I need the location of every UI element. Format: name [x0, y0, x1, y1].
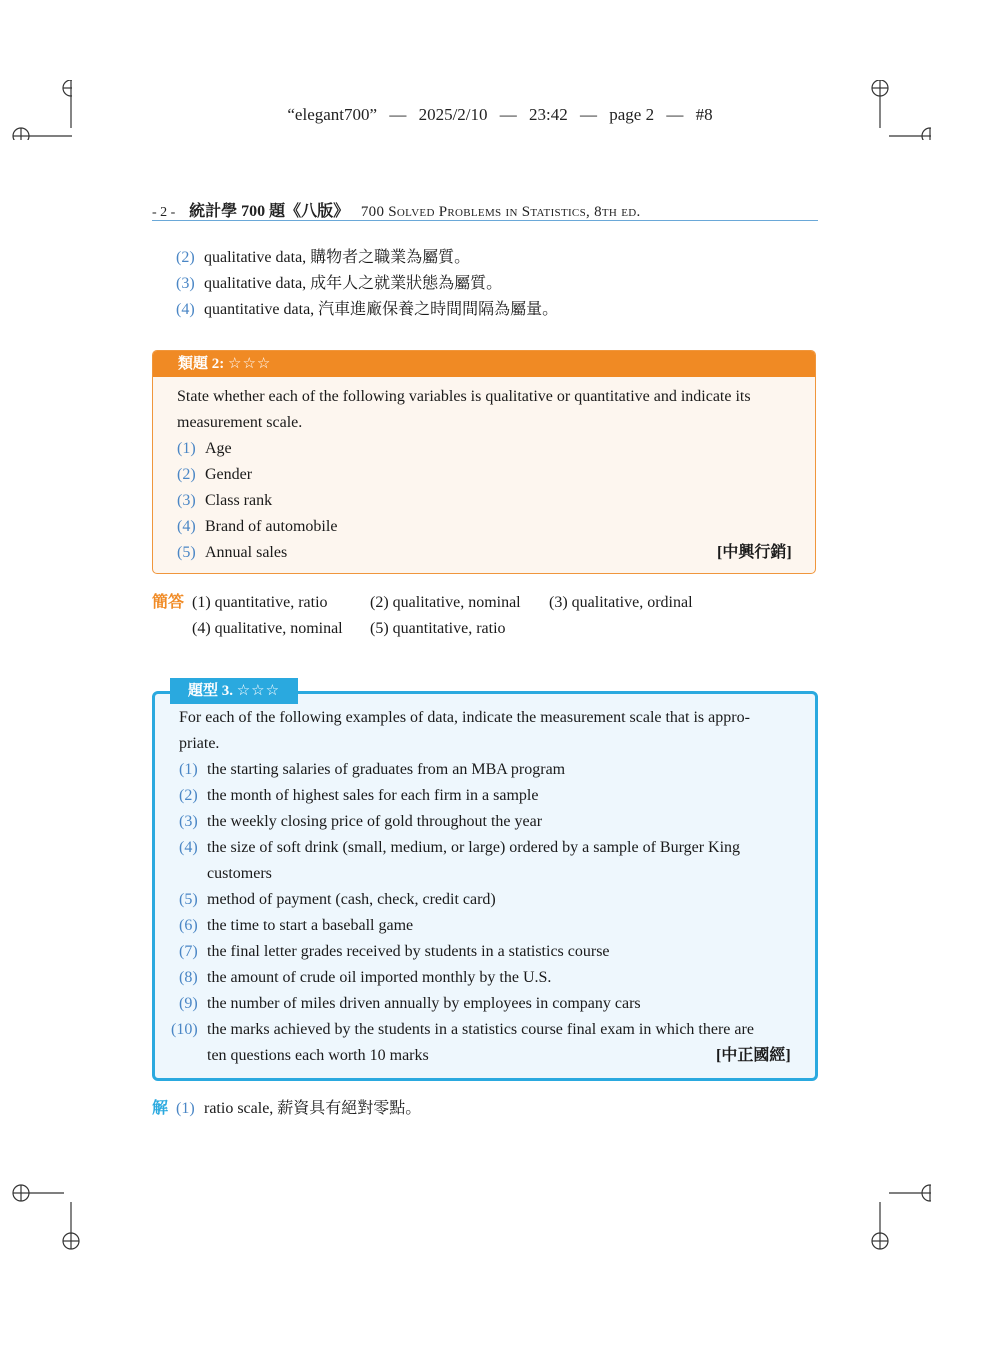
prev-answer-item — [176, 297, 558, 323]
short-answer-entry: (3) qualitative, ordinal — [549, 594, 693, 611]
running-head-title-zh: 統計學 700 題《八版》 — [189, 203, 350, 220]
problem-item — [179, 757, 565, 783]
difficulty-stars-icon: ☆☆☆ — [236, 683, 281, 699]
exercise-item-text: Brand of automobile — [205, 518, 338, 535]
problem-stem-line: For each of the following examples of data, indicate the measurement scale that is appro- — [179, 709, 750, 726]
exercise-header — [153, 351, 815, 377]
prev-answer-text: qualitative data, 購物者之職業為屬質。 — [204, 249, 471, 266]
exercise-item-number: (3) — [177, 492, 196, 509]
print-header-page: page 2 — [609, 105, 655, 124]
short-answer-entry: (4) qualitative, nominal — [192, 620, 343, 637]
exercise-label: 類題 2: — [178, 356, 225, 372]
problem-item — [179, 965, 551, 991]
problem-item-number: (4) — [179, 839, 198, 856]
problem-item-continuation: ten questions each worth 10 marks — [207, 1047, 429, 1064]
problem-item — [179, 809, 542, 835]
prev-answer-number: (3) — [176, 275, 195, 292]
problem-item-number: (8) — [179, 969, 198, 986]
running-head-page-number: - 2 - — [152, 205, 176, 220]
problem-item-text: the amount of crude oil imported monthly by the U.S. — [207, 969, 552, 986]
problem-stem-line: priate. — [179, 735, 220, 752]
problem-item-text: the marks achieved by the students in a statistics course final exam in which there are — [207, 1021, 754, 1038]
prev-answer-number: (2) — [176, 249, 195, 266]
running-head-title-en: 700 Solved Problems in Statistics, 8th ed. — [360, 204, 641, 220]
print-header — [0, 105, 1000, 125]
crop-mark-bottom-left-circle — [62, 1232, 82, 1252]
exercise-item-number: (5) — [177, 544, 196, 561]
short-answer-entry: (1) quantitative, ratio — [192, 594, 328, 611]
print-header-sep: — — [389, 105, 407, 124]
prev-answer-text: quantitative data, 汽車進廠保養之時間間隔為屬量。 — [204, 301, 559, 318]
problem-item-text: the month of highest sales for each firm in a sample — [207, 787, 539, 804]
exercise-item-number: (4) — [177, 518, 196, 535]
short-answer-label: 簡答 — [152, 594, 185, 611]
problem-item-number: (10) — [171, 1021, 198, 1038]
running-head — [152, 198, 818, 221]
problem-item — [179, 991, 641, 1017]
prev-answer-item — [176, 245, 470, 271]
print-header-sep: — — [580, 105, 598, 124]
problem-item-text: the weekly closing price of gold throughout the year — [207, 813, 543, 830]
problem-item — [171, 1017, 754, 1043]
exercise-item — [177, 436, 232, 462]
exercise-item — [177, 514, 337, 540]
print-header-time: 23:42 — [529, 105, 568, 124]
problem-item-continuation: customers — [207, 865, 272, 882]
exercise-source-tag: [中興行銷] — [717, 544, 792, 561]
exercise-item — [177, 540, 287, 566]
prev-answer-text: qualitative data, 成年人之就業狀態為屬質。 — [204, 275, 503, 292]
problem-item-text: the starting salaries of graduates from an MBA program — [207, 761, 566, 778]
solution-item — [176, 1096, 421, 1122]
exercise-item-number: (1) — [177, 440, 196, 457]
exercise-item-text: Gender — [205, 466, 253, 483]
problem-item-text: method of payment (cash, check, credit card) — [207, 891, 496, 908]
exercise-item-number: (2) — [177, 466, 196, 483]
problem-item-number: (1) — [179, 761, 198, 778]
print-header-sep: — — [666, 105, 684, 124]
problem-item-text: the final letter grades received by students in a statistics course — [207, 943, 610, 960]
exercise-item-text: Class rank — [205, 492, 273, 509]
solution-item-text: ratio scale, 薪資具有絕對零點。 — [204, 1100, 422, 1117]
problem-item-number: (2) — [179, 787, 198, 804]
crop-mark-bottom-right-circle — [871, 1232, 891, 1252]
short-answer-entry: (5) quantitative, ratio — [370, 620, 506, 637]
problem-item — [179, 887, 496, 913]
problem-item-number: (6) — [179, 917, 198, 934]
problem-header-tab — [170, 678, 298, 704]
print-header-sheet: #8 — [695, 105, 713, 124]
problem-label: 題型 3. — [187, 683, 233, 699]
exercise-item — [177, 488, 272, 514]
problem-item — [179, 913, 413, 939]
problem-item-number: (7) — [179, 943, 198, 960]
prev-answer-number: (4) — [176, 301, 195, 318]
exercise-item-text: Age — [205, 440, 232, 457]
exercise-stem-line: measurement scale. — [177, 414, 303, 431]
problem-item — [179, 783, 538, 809]
print-header-job: “elegant700” — [287, 105, 378, 124]
problem-item — [179, 939, 610, 965]
prev-answer-item — [176, 271, 502, 297]
print-header-sep: — — [499, 105, 517, 124]
solution-label: 解 — [152, 1100, 169, 1117]
print-header-date: 2025/2/10 — [418, 105, 488, 124]
difficulty-stars-icon: ☆☆☆ — [228, 356, 272, 372]
problem-item-text: the number of miles driven annually by employees in company cars — [207, 995, 641, 1012]
exercise-stem-line: State whether each of the following variables is qualitative or quantitative and indicate its — [177, 388, 751, 405]
exercise-item — [177, 462, 252, 488]
problem-item-number: (5) — [179, 891, 198, 908]
exercise-item-text: Annual sales — [205, 544, 288, 561]
problem-item-number: (9) — [179, 995, 198, 1012]
problem-item-number: (3) — [179, 813, 198, 830]
short-answer-entry: (2) qualitative, nominal — [370, 594, 521, 611]
problem-item — [179, 835, 740, 861]
problem-item-text: the time to start a baseball game — [207, 917, 414, 934]
problem-source-tag: [中正國經] — [716, 1047, 791, 1064]
solution-item-number: (1) — [176, 1100, 195, 1117]
problem-item-text: the size of soft drink (small, medium, or large) ordered by a sample of Burger King — [207, 839, 741, 856]
